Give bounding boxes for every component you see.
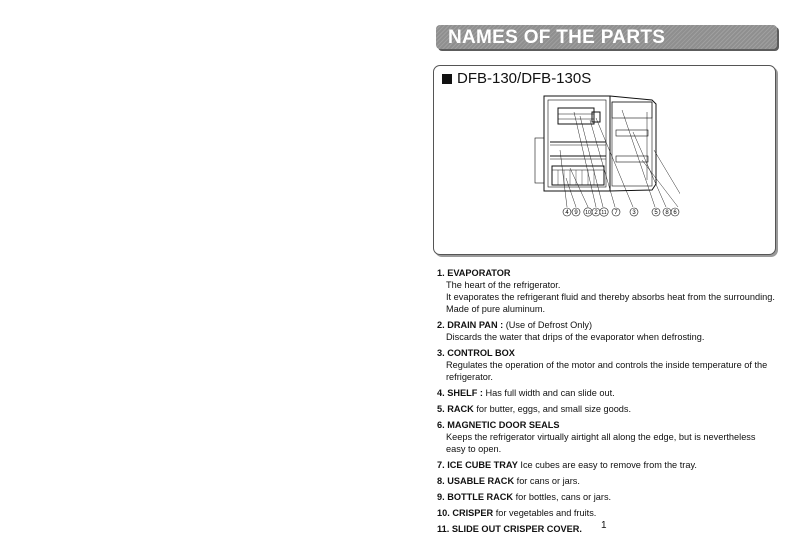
part-item: 8. USABLE RACK for cans or jars. [437, 476, 580, 486]
part-item: 2. DRAIN PAN : (Use of Defrost Only) Discards the water that drips of the evaporator when defrosting. [437, 320, 705, 342]
svg-text:10: 10 [585, 210, 591, 216]
control-box [592, 112, 600, 122]
svg-text:7: 7 [614, 210, 618, 216]
callout-5 [652, 208, 660, 216]
door-outline [610, 96, 656, 191]
section-banner [436, 25, 777, 49]
cabinet-outline [544, 96, 610, 191]
svg-text:9: 9 [574, 210, 578, 216]
callout-7 [612, 208, 620, 216]
square-bullet-icon [442, 74, 452, 84]
callout-10 [584, 208, 592, 216]
callout-11 [600, 208, 608, 216]
part-item: 6. MAGNETIC DOOR SEALS Keeps the refrigerator virtually airtight all along the edge, but is nevertheless easy to open. [437, 420, 756, 454]
model-label: DFB-130/DFB-130S [457, 70, 592, 87]
svg-text:8: 8 [665, 210, 669, 216]
section-title: NAMES OF THE PARTS [448, 27, 666, 48]
refrigerator-diagram [530, 90, 680, 230]
svg-text:2: 2 [594, 210, 598, 216]
part-item: 4. SHELF : Has full width and can slide out. [437, 388, 615, 398]
page-number: 1 [601, 520, 607, 531]
callout-6 [671, 208, 679, 216]
svg-text:6: 6 [673, 210, 677, 216]
part-item: 11. SLIDE OUT CRISPER COVER. [437, 524, 582, 534]
svg-text:11: 11 [601, 210, 607, 216]
callout-4 [563, 208, 571, 216]
callout-9 [572, 208, 580, 216]
part-item: 10. CRISPER for vegetables and fruits. [437, 508, 597, 518]
shelf-group [550, 142, 606, 159]
part-item: 3. CONTROL BOX Regulates the operation of the motor and controls the inside temperature of the refrigerator. [437, 348, 768, 382]
callout-8 [663, 208, 671, 216]
part-item: 1. EVAPORATOR The heart of the refrigerator. It evaporates the refrigerant fluid and thereby absorbs heat from the surrounding. Made of pure aluminum. [437, 268, 775, 314]
callout-3 [630, 208, 638, 216]
svg-text:3: 3 [632, 210, 636, 216]
svg-text:5: 5 [654, 210, 658, 216]
callout-2 [592, 208, 600, 216]
diagram-box [433, 65, 776, 255]
door-rack [612, 102, 652, 118]
svg-text:4: 4 [565, 210, 569, 216]
part-item: 5. RACK for butter, eggs, and small size goods. [437, 404, 632, 414]
part-item: 7. ICE CUBE TRAY Ice cubes are easy to remove from the tray. [437, 460, 697, 470]
parts-list [437, 267, 777, 539]
model-heading [442, 70, 591, 87]
part-item: 9. BOTTLE RACK for bottles, cans or jars. [437, 492, 612, 502]
crisper [552, 166, 604, 185]
